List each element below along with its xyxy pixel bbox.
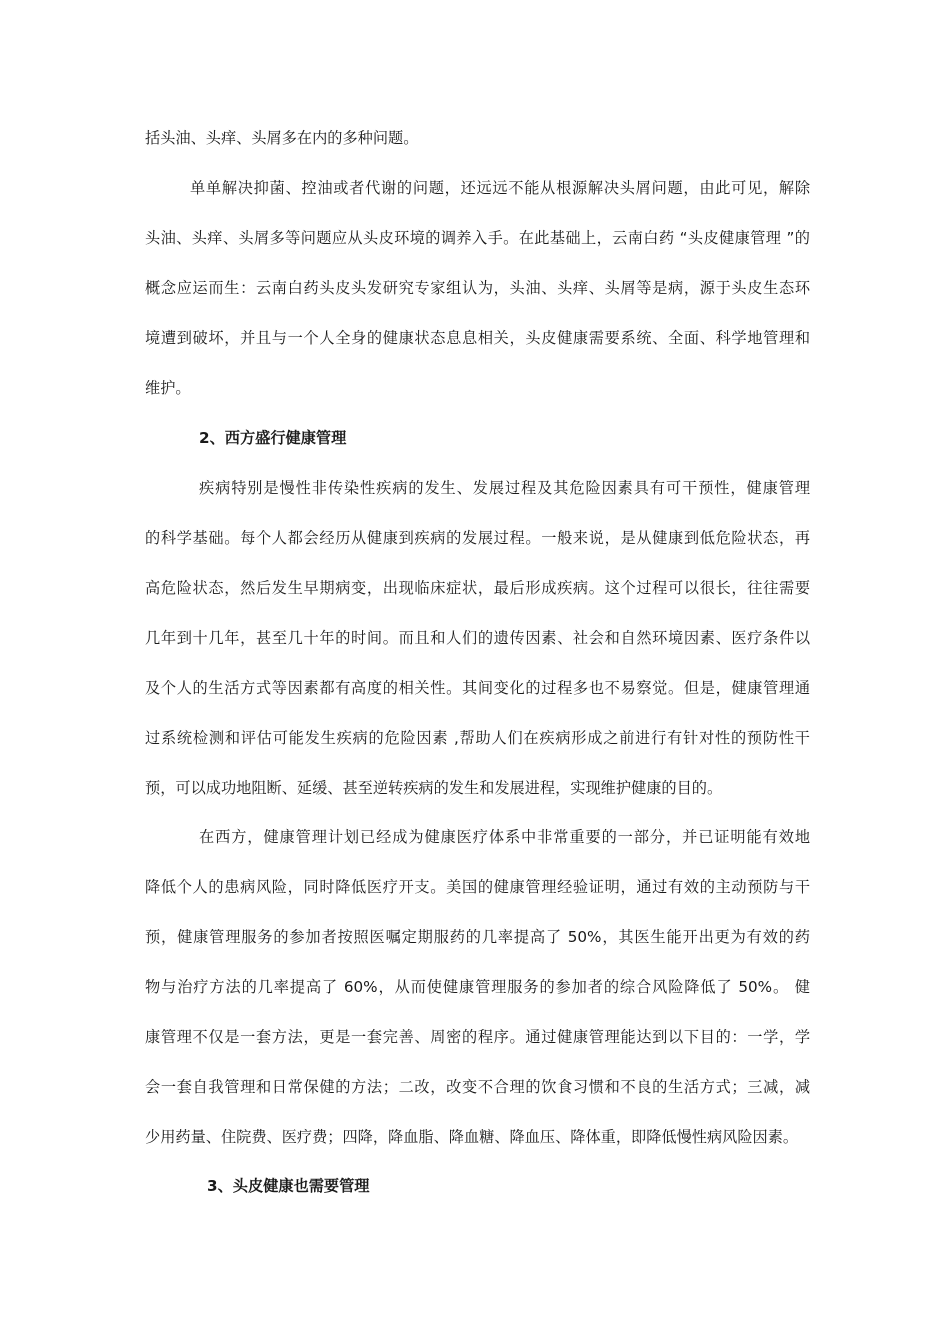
paragraph-line: 维护。 bbox=[145, 379, 191, 397]
paragraph-line: 过系统检测和评估可能发生疾病的危险因素 ,帮助人们在疾病形成之前进行有针对性的预防性干 bbox=[145, 729, 810, 747]
paragraph-line: 几年到十几年，甚至几十年的时间。而且和人们的遗传因素、社会和自然环境因素、医疗条件以 bbox=[145, 629, 810, 647]
paragraph-line: 康管理不仅是一套方法，更是一套完善、周密的程序。通过健康管理能达到以下目的：一学，学 bbox=[145, 1028, 810, 1046]
paragraph-line: 单单解决抑菌、控油或者代谢的问题，还远远不能从根源解决头屑问题，由此可见，解除 bbox=[190, 179, 810, 197]
paragraph-line: 高危险状态，然后发生早期病变，出现临床症状，最后形成疾病。这个过程可以很长，往往需要 bbox=[145, 579, 810, 597]
paragraph-line: 少用药量、住院费、医疗费；四降，降血脂、降血糖、降血压、降体重，即降低慢性病风险因素。 bbox=[145, 1128, 799, 1146]
paragraph-line: 在西方，健康管理计划已经成为健康医疗体系中非常重要的一部分，并已证明能有效地 bbox=[199, 828, 810, 846]
paragraph-line: 头油、头痒、头屑多等问题应从头皮环境的调养入手。在此基础上，云南白药 “头皮健康管理 ”的 bbox=[145, 229, 810, 247]
paragraph-line: 预，可以成功地阻断、延缓、甚至逆转疾病的发生和发展进程，实现维护健康的目的。 bbox=[145, 779, 723, 797]
paragraph-line: 会一套自我管理和日常保健的方法；二改，改变不合理的饮食习惯和不良的生活方式；三减，减 bbox=[145, 1078, 810, 1096]
paragraph-line: 降低个人的患病风险，同时降低医疗开支。美国的健康管理经验证明，通过有效的主动预防与干 bbox=[145, 878, 810, 896]
paragraph-line: 及个人的生活方式等因素都有高度的相关性。其间变化的过程多也不易察觉。但是，健康管理通 bbox=[145, 679, 810, 697]
section-heading: 2、西方盛行健康管理 bbox=[199, 429, 347, 447]
paragraph-line: 括头油、头痒、头屑多在内的多种问题。 bbox=[145, 129, 419, 147]
section-heading: 3、头皮健康也需要管理 bbox=[207, 1177, 370, 1195]
paragraph-line: 概念应运而生：云南白药头皮头发研究专家组认为，头油、头痒、头屑等是病，源于头皮生态环 bbox=[145, 279, 810, 297]
paragraph-line: 的科学基础。每个人都会经历从健康到疾病的发展过程。一般来说，是从健康到低危险状态，再 bbox=[145, 529, 810, 547]
paragraph-line: 境遭到破坏，并且与一个人全身的健康状态息息相关，头皮健康需要系统、全面、科学地管理和 bbox=[145, 329, 810, 347]
paragraph-line: 预，健康管理服务的参加者按照医嘱定期服药的几率提高了 50%，其医生能开出更为有效的药 bbox=[145, 928, 810, 946]
paragraph-line: 疾病特别是慢性非传染性疾病的发生、发展过程及其危险因素具有可干预性，健康管理 bbox=[199, 479, 810, 497]
paragraph-line: 物与治疗方法的几率提高了 60%，从而使健康管理服务的参加者的综合风险降低了 50%。 健 bbox=[145, 978, 810, 996]
